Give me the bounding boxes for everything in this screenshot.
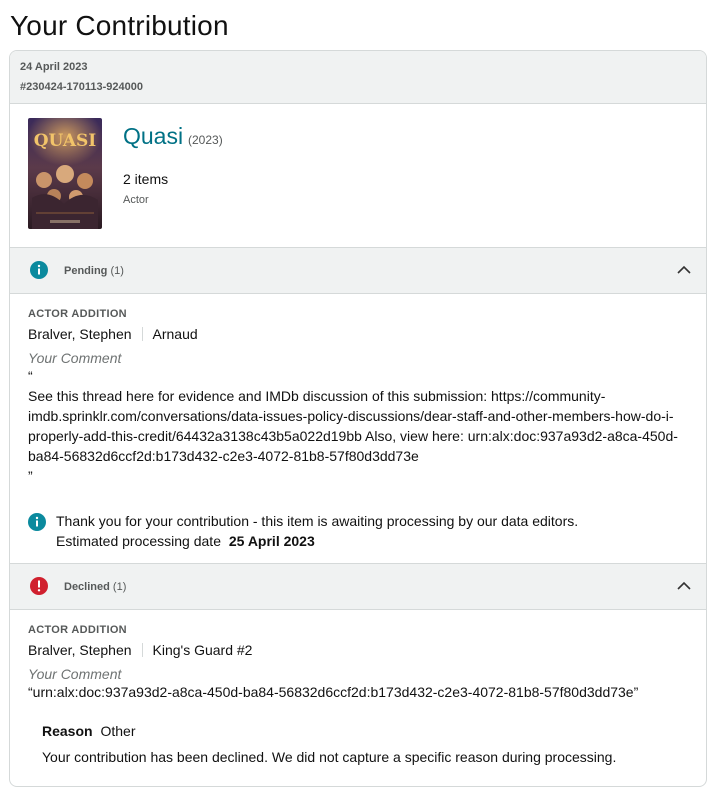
role-label: Actor xyxy=(123,194,149,206)
declined-item xyxy=(28,624,690,702)
declined-label: Declined (1) xyxy=(64,581,127,593)
declined-credit xyxy=(28,642,690,658)
poster-title: QUASI xyxy=(33,131,97,151)
pending-open-quote: “ xyxy=(28,368,33,384)
items-count: 2 items xyxy=(123,171,169,187)
reason-text: Your contribution has been declined. We did not capture a specific reason during processing. xyxy=(42,749,617,765)
estimate-date: 25 April 2023 xyxy=(228,533,315,549)
reason-value: Other xyxy=(100,723,136,739)
movie-title-link[interactable]: Quasi xyxy=(123,123,184,149)
movie-poster[interactable] xyxy=(28,118,102,229)
pending-section-header[interactable] xyxy=(10,247,706,294)
page-title: Your Contribution xyxy=(10,10,229,41)
submission-date: 24 April 2023 xyxy=(20,61,88,73)
declined-comment-label: Your Comment xyxy=(28,666,122,682)
pending-character: Arnaud xyxy=(152,326,198,342)
pending-notice-text: Thank you for your contribution - this item is awaiting processing by our data editors. xyxy=(56,513,579,529)
pending-comment-label: Your Comment xyxy=(28,350,122,366)
info-icon xyxy=(28,513,46,531)
pending-item xyxy=(28,308,690,486)
error-icon xyxy=(30,577,48,595)
pending-comment: See this thread here for evidence and IMDb discussion of this submission: https://community-imdb.sprinklr.com/conversations/data-issues-policy-discussions/dear-staff-and-other-members-how-do-i-properly-add-this-credit/64432a3138c43b5a022d19bb Also, view here: urn:alx:doc:937a93d2-a8ca-450d-ba84-56832d6ccf2d:b173d432-c2e3-4072-81b8-57f80d3dd73e xyxy=(28,388,678,464)
reason-label: Reason xyxy=(42,723,93,739)
estimated-date-line xyxy=(56,533,315,549)
declined-person: Bralver, Stephen xyxy=(28,642,132,658)
pending-count: (1) xyxy=(110,265,124,277)
chevron-up-icon[interactable] xyxy=(676,263,692,277)
declined-count: (1) xyxy=(112,581,127,593)
contribution-card xyxy=(9,50,707,787)
declined-character: King's Guard #2 xyxy=(152,642,253,658)
card-header xyxy=(10,51,706,104)
reason-heading xyxy=(42,723,682,739)
divider xyxy=(142,643,143,657)
pending-kind: ACTOR ADDITION xyxy=(28,308,127,320)
pending-person: Bralver, Stephen xyxy=(28,326,132,342)
declined-comment: “urn:alx:doc:937a93d2-a8ca-450d-ba84-56832d6ccf2d:b173d432-c2e3-4072-81b8-57f80d3dd73e” xyxy=(28,684,639,700)
divider xyxy=(142,327,143,341)
declined-section-header[interactable] xyxy=(10,563,706,610)
submission-id: #230424-170113-924000 xyxy=(20,81,143,93)
pending-credit xyxy=(28,326,690,342)
pending-close-quote: ” xyxy=(28,468,33,484)
title-row xyxy=(10,104,706,248)
movie-year: (2023) xyxy=(188,133,223,147)
estimate-label: Estimated processing date xyxy=(56,533,221,549)
pending-label: Pending (1) xyxy=(64,265,124,277)
chevron-up-icon[interactable] xyxy=(676,579,692,593)
declined-kind: ACTOR ADDITION xyxy=(28,624,127,636)
decline-reason xyxy=(42,723,682,765)
info-icon xyxy=(30,261,48,279)
